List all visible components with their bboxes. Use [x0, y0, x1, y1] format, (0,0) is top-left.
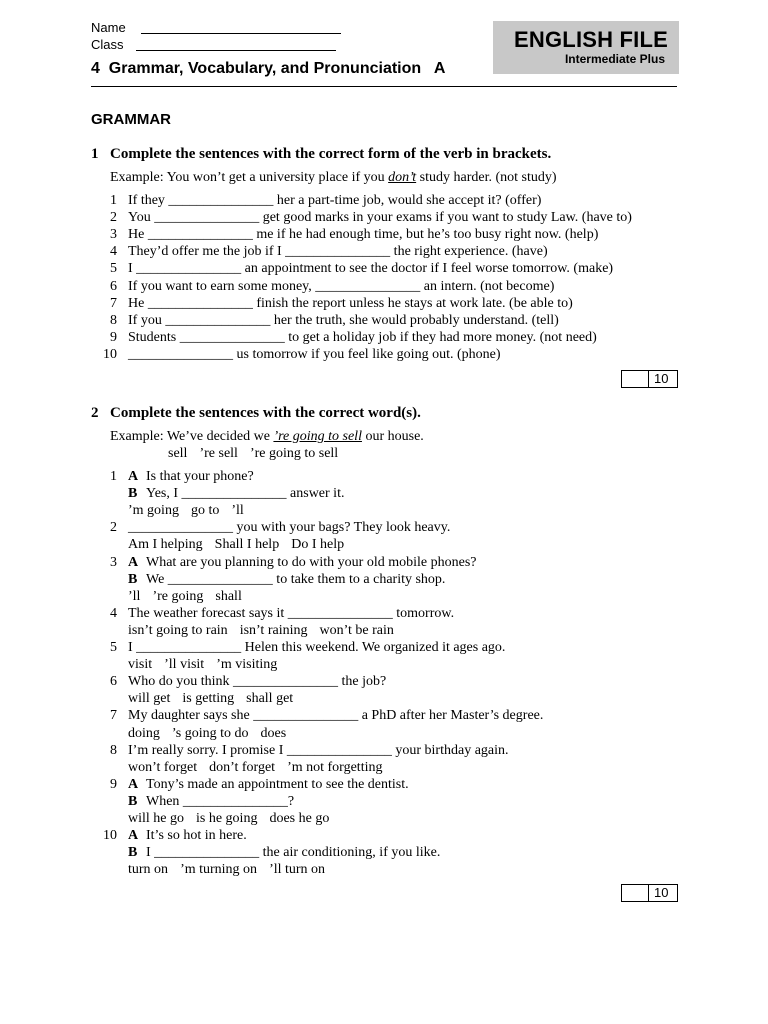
- item-text[interactable]: When _______________?: [146, 793, 295, 809]
- answer-option[interactable]: ’ll turn on: [269, 862, 326, 878]
- item-text[interactable]: What are you planning to do with your old mobile phones?: [146, 554, 477, 570]
- answer-option[interactable]: Am I helping: [128, 537, 203, 553]
- item-number: 2: [110, 210, 117, 226]
- name-field: [91, 19, 341, 35]
- speaker-label: A: [128, 554, 139, 570]
- item-text[interactable]: You _______________ get good marks in your exams if you want to study Law. (have to): [128, 210, 632, 226]
- speaker-label: A: [128, 776, 139, 792]
- item-text[interactable]: They’d offer me the job if I _______________ the right experience. (have): [128, 244, 548, 260]
- answer-option[interactable]: is he going: [196, 811, 258, 826]
- item-number: 7: [110, 708, 117, 724]
- item-number: 3: [110, 227, 117, 243]
- answer-option[interactable]: won’t be rain: [319, 622, 394, 638]
- item-number: 8: [110, 312, 117, 328]
- example-suffix: our house.: [361, 429, 424, 444]
- answer-option[interactable]: Do I help: [291, 537, 345, 553]
- exercise-1-score-box[interactable]: [621, 370, 678, 388]
- example-suffix: study harder. (not study): [416, 170, 557, 185]
- answer-option[interactable]: is getting: [182, 691, 235, 707]
- answer-option[interactable]: ’ll: [128, 588, 141, 604]
- answer-option[interactable]: ’re going: [152, 588, 204, 604]
- answer-option[interactable]: won’t forget: [128, 759, 198, 775]
- speaker-label: A: [128, 469, 139, 484]
- item-text[interactable]: Is that your phone?: [146, 469, 254, 484]
- item-number: 5: [110, 261, 117, 277]
- speaker-label: B: [128, 486, 138, 502]
- item-text[interactable]: It’s so hot in here.: [146, 828, 247, 844]
- item-number: 9: [110, 329, 117, 345]
- logo-title: ENGLISH FILE: [514, 27, 668, 52]
- answer-option[interactable]: ’m visiting: [216, 657, 278, 673]
- item-number: 10: [103, 828, 117, 844]
- example-answer: ’re going to sell: [273, 429, 362, 444]
- answer-option[interactable]: ’ll: [231, 503, 244, 519]
- item-number: 1: [110, 469, 117, 484]
- speaker-label: B: [128, 571, 138, 587]
- name-line[interactable]: [141, 21, 341, 34]
- item-text[interactable]: I _______________ Helen this weekend. We organized it ages ago.: [128, 640, 506, 655]
- item-number: 5: [110, 640, 117, 655]
- item-text[interactable]: I’m really sorry. I promise I _______________ your birthday again.: [128, 742, 509, 758]
- item-number: 1: [110, 193, 117, 208]
- exercise-1-title: [91, 146, 551, 163]
- item-text[interactable]: If they _______________ her a part-time job, would she accept it? (offer): [128, 193, 542, 208]
- exercise-instruction: Complete the sentences with the correct form of the verb in brackets.: [110, 146, 552, 162]
- answer-option[interactable]: ’s going to do: [171, 725, 249, 741]
- item-number: 8: [110, 742, 117, 758]
- answer-option[interactable]: ’m not forgetting: [287, 759, 383, 775]
- exercise-number: 2: [91, 405, 99, 421]
- score-total: 10: [654, 371, 669, 386]
- option: sell: [168, 446, 188, 461]
- name-label: Name: [91, 20, 126, 35]
- answer-option[interactable]: does he go: [269, 811, 330, 826]
- item-number: 6: [110, 674, 117, 690]
- section-heading: GRAMMAR: [91, 111, 171, 128]
- item-number: 4: [110, 605, 117, 621]
- answer-option[interactable]: go to: [190, 503, 220, 519]
- item-text[interactable]: If you _______________ her the truth, she would probably understand. (tell): [128, 312, 559, 328]
- item-text[interactable]: Yes, I _______________ answer it.: [146, 486, 345, 502]
- answer-option[interactable]: shall: [215, 588, 242, 604]
- speaker-label: A: [128, 828, 139, 844]
- answer-option[interactable]: shall get: [246, 691, 294, 707]
- answer-option[interactable]: will get: [128, 691, 171, 707]
- class-field: [91, 36, 336, 52]
- item-number: 10: [103, 346, 117, 362]
- answer-option[interactable]: isn’t going to rain: [128, 622, 228, 638]
- exercise-1-example: [110, 170, 557, 186]
- answer-option[interactable]: doing: [128, 725, 160, 741]
- unit-title: 4 Grammar, Vocabulary, and Pronunciation A: [91, 60, 446, 77]
- item-number: 7: [110, 295, 117, 311]
- item-text[interactable]: Tony’s made an appointment to see the dentist.: [146, 776, 409, 792]
- option: ’re going to sell: [249, 446, 339, 461]
- answer-option[interactable]: Shall I help: [214, 537, 280, 553]
- item-number: 9: [110, 776, 117, 792]
- example-prefix: Example: You won’t get a university place if you: [110, 170, 389, 185]
- item-text[interactable]: The weather forecast says it _______________ tomorrow.: [128, 605, 455, 621]
- exercise-2-score-box[interactable]: [621, 884, 678, 902]
- score-divider: [648, 885, 649, 901]
- exercise-2-example: [110, 429, 424, 445]
- example-prefix: Example: We’ve decided we: [110, 429, 274, 444]
- header-divider: [91, 86, 677, 87]
- class-label: Class: [91, 37, 124, 52]
- item-number: 2: [110, 520, 117, 536]
- item-number: 3: [110, 554, 117, 570]
- class-line[interactable]: [136, 38, 336, 51]
- item-text[interactable]: My daughter says she _______________ a PhD after her Master’s degree.: [128, 708, 544, 724]
- item-text[interactable]: Students _______________ to get a holiday job if they had more money. (not need): [128, 329, 597, 345]
- example-options: [168, 446, 350, 462]
- item-text[interactable]: We _______________ to take them to a charity shop.: [146, 571, 446, 587]
- score-total: 10: [654, 885, 669, 900]
- item-number: 6: [110, 278, 117, 294]
- answer-option[interactable]: ’ll visit: [164, 657, 205, 673]
- answer-option[interactable]: visit: [128, 657, 153, 673]
- item-text[interactable]: _______________ you with your bags? They look heavy.: [128, 520, 451, 536]
- item-text[interactable]: He _______________ me if he had enough time, but he’s too busy right now. (help): [128, 227, 599, 243]
- item-text[interactable]: Who do you think _______________ the job?: [128, 674, 387, 690]
- item-text[interactable]: I _______________ the air conditioning, if you like.: [146, 845, 441, 861]
- option: ’re sell: [199, 446, 238, 461]
- answer-option[interactable]: does: [260, 725, 287, 741]
- exercise-instruction: Complete the sentences with the correct word(s).: [110, 405, 421, 421]
- answer-option[interactable]: isn’t raining: [239, 622, 308, 638]
- item-number: 4: [110, 244, 117, 260]
- answer-option[interactable]: ’m going: [128, 503, 179, 519]
- item-text[interactable]: If you want to earn some money, _______________ an intern. (not become): [128, 278, 555, 294]
- english-file-logo: [493, 21, 679, 74]
- answer-option[interactable]: turn on: [128, 862, 169, 878]
- speaker-label: B: [128, 845, 138, 861]
- item-text[interactable]: He _______________ finish the report unless he stays at work late. (be able to): [128, 295, 573, 311]
- logo-subtitle: Intermediate Plus: [564, 52, 665, 66]
- item-text[interactable]: I _______________ an appointment to see the doctor if I feel worse tomorrow. (make): [128, 261, 614, 277]
- example-answer: don’t: [388, 170, 417, 185]
- exercise-2-title: [91, 405, 421, 422]
- answer-option[interactable]: will he go: [128, 811, 184, 826]
- exercise-number: 1: [91, 146, 99, 162]
- item-text[interactable]: _______________ us tomorrow if you feel like going out. (phone): [128, 346, 501, 362]
- answer-option[interactable]: ’m turning on: [180, 862, 258, 878]
- speaker-label: B: [128, 793, 138, 809]
- score-divider: [648, 371, 649, 387]
- answer-option[interactable]: don’t forget: [209, 759, 276, 775]
